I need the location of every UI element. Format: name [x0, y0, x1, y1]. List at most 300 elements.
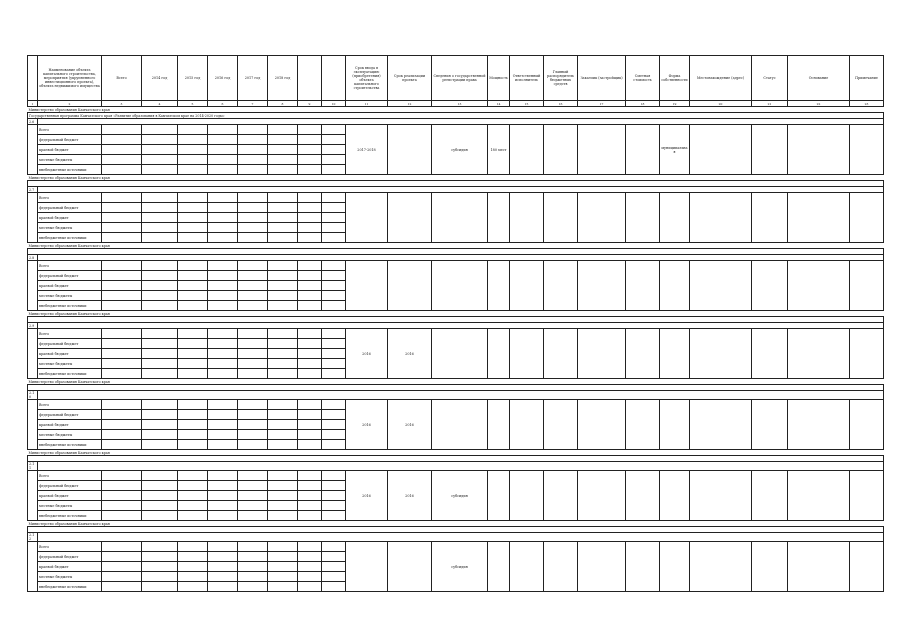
- amount-empty: [238, 271, 268, 281]
- estimate-cost: [626, 471, 660, 521]
- amount-total: [102, 135, 142, 145]
- header-year-2014: 2014 год: [142, 56, 178, 101]
- column-number: 19: [660, 101, 690, 107]
- amount-empty: [238, 562, 268, 572]
- amount-2014: [142, 491, 178, 501]
- amount-2014: [142, 125, 178, 135]
- location: [690, 471, 752, 521]
- amount-total: [102, 271, 142, 281]
- customer: [578, 400, 626, 450]
- amount-empty: [268, 339, 298, 349]
- realization-term: [388, 542, 432, 592]
- amount-total: [102, 562, 142, 572]
- amount-empty: [298, 400, 322, 410]
- amount-empty: [298, 471, 322, 481]
- registration-info: [432, 261, 488, 311]
- amount-empty: [178, 349, 208, 359]
- amount-empty: [268, 542, 298, 552]
- amount-empty: [298, 203, 322, 213]
- amount-empty: [178, 291, 208, 301]
- funding-row: [28, 471, 884, 481]
- amount-empty: [268, 430, 298, 440]
- amount-empty: [208, 203, 238, 213]
- basis: [788, 193, 850, 243]
- amount-empty: [322, 203, 346, 213]
- amount-empty: [298, 281, 322, 291]
- amount-2014: [142, 481, 178, 491]
- amount-empty: [298, 271, 322, 281]
- amount-total: [102, 491, 142, 501]
- funding-source-label: Всего: [38, 329, 102, 339]
- amount-total: [102, 440, 142, 450]
- amount-empty: [208, 562, 238, 572]
- amount-empty: [322, 213, 346, 223]
- amount-empty: [268, 281, 298, 291]
- header-estimate: Сметная стоимость: [626, 56, 660, 101]
- amount-empty: [322, 291, 346, 301]
- column-number: 20: [690, 101, 752, 107]
- row-spacer: [28, 125, 38, 175]
- amount-empty: [268, 369, 298, 379]
- amount-empty: [238, 511, 268, 521]
- section-program: Государственная программа Камчатского края «Развитие образования в Камчатском крае на 2014-2020 годы»: [28, 113, 884, 119]
- registration-info: [432, 329, 488, 379]
- commission-term: [346, 261, 388, 311]
- amount-total: [102, 349, 142, 359]
- amount-empty: [238, 420, 268, 430]
- funding-source-label: внебюджетные источники: [38, 369, 102, 379]
- ownership: [660, 471, 690, 521]
- amount-2014: [142, 213, 178, 223]
- executor: [510, 193, 544, 243]
- amount-empty: [178, 339, 208, 349]
- column-number: 7: [238, 101, 268, 107]
- realization-term: 2016: [388, 471, 432, 521]
- header-year-2017: 2017 год: [238, 56, 268, 101]
- amount-empty: [322, 420, 346, 430]
- amount-total: [102, 193, 142, 203]
- basis: [788, 542, 850, 592]
- amount-total: [102, 125, 142, 135]
- amount-empty: [238, 359, 268, 369]
- amount-empty: [178, 301, 208, 311]
- amount-empty: [178, 420, 208, 430]
- funding-source-label: краевой бюджет: [38, 281, 102, 291]
- amount-empty: [178, 562, 208, 572]
- amount-empty: [322, 261, 346, 271]
- amount-empty: [298, 125, 322, 135]
- amount-empty: [298, 410, 322, 420]
- header-description: Наименование объекта капитального строительства, мероприятия (укрупненного инвестиционного проекта), объекта недвижимого имущества: [38, 56, 102, 101]
- amount-empty: [322, 440, 346, 450]
- amount-empty: [178, 193, 208, 203]
- amount-empty: [238, 145, 268, 155]
- object-title-row: [28, 533, 884, 542]
- amount-empty: [298, 552, 322, 562]
- header-year-2015: 2015 год: [178, 56, 208, 101]
- column-number: 17: [578, 101, 626, 107]
- amount-total: [102, 430, 142, 440]
- amount-2014: [142, 542, 178, 552]
- amount-empty: [238, 301, 268, 311]
- amount-total: [102, 261, 142, 271]
- amount-empty: [322, 400, 346, 410]
- amount-empty: [268, 329, 298, 339]
- amount-empty: [298, 481, 322, 491]
- amount-empty: [178, 501, 208, 511]
- table-header-row: [28, 56, 884, 101]
- amount-empty: [322, 281, 346, 291]
- amount-2014: [142, 233, 178, 243]
- row-spacer: [28, 193, 38, 243]
- amount-empty: [322, 471, 346, 481]
- amount-total: [102, 359, 142, 369]
- amount-2014: [142, 145, 178, 155]
- amount-empty: [298, 135, 322, 145]
- object-index: 2.6: [28, 119, 38, 125]
- funding-source-label: местные бюджеты: [38, 155, 102, 165]
- amount-2014: [142, 261, 178, 271]
- funding-source-label: краевой бюджет: [38, 491, 102, 501]
- amount-empty: [298, 511, 322, 521]
- amount-2014: [142, 440, 178, 450]
- amount-empty: [178, 165, 208, 175]
- estimate-cost: [626, 261, 660, 311]
- amount-empty: [178, 491, 208, 501]
- amount-2014: [142, 271, 178, 281]
- amount-empty: [298, 572, 322, 582]
- amount-empty: [298, 349, 322, 359]
- row-spacer: [28, 471, 38, 521]
- amount-empty: [322, 155, 346, 165]
- row-spacer: [28, 329, 38, 379]
- realization-term: [388, 125, 432, 175]
- funding-row: [28, 542, 884, 552]
- column-number: 4: [142, 101, 178, 107]
- section-org: Министерство образования Камчатского края: [28, 311, 884, 317]
- amount-empty: [268, 291, 298, 301]
- amount-2014: [142, 329, 178, 339]
- amount-empty: [322, 193, 346, 203]
- column-number: 9: [298, 101, 322, 107]
- amount-empty: [178, 430, 208, 440]
- amount-2014: [142, 501, 178, 511]
- header-capacity: Мощность: [488, 56, 510, 101]
- column-number: 23: [850, 101, 884, 107]
- object-index: 2.8: [28, 255, 38, 261]
- section-org: Министерство образования Камчатского края: [28, 175, 884, 181]
- location: [690, 125, 752, 175]
- amount-empty: [208, 369, 238, 379]
- amount-empty: [208, 410, 238, 420]
- funding-source-label: внебюджетные источники: [38, 511, 102, 521]
- basis: [788, 400, 850, 450]
- commission-term: 2016: [346, 400, 388, 450]
- amount-2014: [142, 582, 178, 592]
- note: [850, 329, 884, 379]
- amount-empty: [238, 165, 268, 175]
- amount-empty: [178, 145, 208, 155]
- amount-total: [102, 501, 142, 511]
- amount-total: [102, 155, 142, 165]
- amount-2014: [142, 301, 178, 311]
- funding-source-label: краевой бюджет: [38, 213, 102, 223]
- amount-total: [102, 165, 142, 175]
- amount-empty: [178, 369, 208, 379]
- amount-2014: [142, 223, 178, 233]
- column-number: 13: [432, 101, 488, 107]
- ownership: [660, 329, 690, 379]
- ownership: [660, 400, 690, 450]
- amount-empty: [238, 400, 268, 410]
- amount-empty: [208, 471, 238, 481]
- amount-total: [102, 420, 142, 430]
- amount-total: [102, 572, 142, 582]
- basis: [788, 125, 850, 175]
- capacity: [488, 471, 510, 521]
- amount-empty: [238, 501, 268, 511]
- amount-total: [102, 203, 142, 213]
- amount-empty: [208, 542, 238, 552]
- amount-empty: [298, 329, 322, 339]
- amount-empty: [298, 501, 322, 511]
- object-title: [38, 533, 884, 542]
- funding-source-label: местные бюджеты: [38, 501, 102, 511]
- realization-term: [388, 193, 432, 243]
- amount-empty: [178, 281, 208, 291]
- amount-2014: [142, 349, 178, 359]
- amount-total: [102, 582, 142, 592]
- capacity: [488, 193, 510, 243]
- amount-empty: [238, 135, 268, 145]
- funding-source-label: федеральный бюджет: [38, 481, 102, 491]
- amount-empty: [238, 213, 268, 223]
- funding-source-label: местные бюджеты: [38, 430, 102, 440]
- amount-2014: [142, 165, 178, 175]
- amount-empty: [298, 339, 322, 349]
- header-year-2018: 2018 год: [268, 56, 298, 101]
- amount-empty: [268, 410, 298, 420]
- status: [752, 329, 788, 379]
- amount-empty: [178, 511, 208, 521]
- amount-empty: [268, 420, 298, 430]
- amount-empty: [208, 291, 238, 301]
- customer: [578, 193, 626, 243]
- amount-empty: [178, 582, 208, 592]
- amount-empty: [238, 193, 268, 203]
- status: [752, 400, 788, 450]
- amount-empty: [322, 233, 346, 243]
- amount-empty: [238, 329, 268, 339]
- amount-empty: [208, 281, 238, 291]
- amount-empty: [298, 440, 322, 450]
- amount-total: [102, 552, 142, 562]
- commission-term: 2016: [346, 471, 388, 521]
- amount-empty: [238, 233, 268, 243]
- funding-row: [28, 400, 884, 410]
- amount-empty: [178, 203, 208, 213]
- status: [752, 125, 788, 175]
- amount-total: [102, 410, 142, 420]
- amount-total: [102, 339, 142, 349]
- amount-total: [102, 301, 142, 311]
- object-title-row: [28, 391, 884, 400]
- amount-empty: [208, 193, 238, 203]
- funding-source-label: федеральный бюджет: [38, 203, 102, 213]
- ownership: [660, 261, 690, 311]
- header-empty-9: [298, 56, 322, 101]
- amount-empty: [322, 552, 346, 562]
- funding-source-label: Всего: [38, 400, 102, 410]
- amount-empty: [178, 572, 208, 582]
- realization-term: 2016: [388, 329, 432, 379]
- amount-empty: [208, 552, 238, 562]
- header-basis: Основание: [788, 56, 850, 101]
- amount-empty: [322, 542, 346, 552]
- capacity: [488, 261, 510, 311]
- amount-empty: [238, 410, 268, 420]
- ownership: [660, 542, 690, 592]
- object-index: 2.10: [28, 391, 38, 400]
- status: [752, 542, 788, 592]
- header-customer: Заказчик (застройщик): [578, 56, 626, 101]
- object-index: 2.11: [28, 462, 38, 471]
- amount-empty: [208, 155, 238, 165]
- amount-empty: [238, 542, 268, 552]
- realization-term: [388, 261, 432, 311]
- funding-source-label: местные бюджеты: [38, 291, 102, 301]
- amount-empty: [268, 193, 298, 203]
- amount-empty: [322, 271, 346, 281]
- amount-empty: [298, 430, 322, 440]
- amount-empty: [298, 291, 322, 301]
- amount-empty: [208, 261, 238, 271]
- funding-row: [28, 261, 884, 271]
- funding-row: [28, 125, 884, 135]
- amount-empty: [268, 165, 298, 175]
- column-number: 14: [488, 101, 510, 107]
- amount-empty: [322, 369, 346, 379]
- status: [752, 261, 788, 311]
- capacity: 180 мест: [488, 125, 510, 175]
- amount-empty: [178, 213, 208, 223]
- amount-empty: [178, 125, 208, 135]
- amount-empty: [268, 223, 298, 233]
- amount-empty: [268, 359, 298, 369]
- amount-2014: [142, 281, 178, 291]
- status: [752, 193, 788, 243]
- amount-empty: [268, 400, 298, 410]
- amount-empty: [322, 339, 346, 349]
- funding-source-label: внебюджетные источники: [38, 582, 102, 592]
- amount-empty: [268, 125, 298, 135]
- amount-empty: [298, 165, 322, 175]
- header-status: Статус: [752, 56, 788, 101]
- object-title-row: [28, 462, 884, 471]
- amount-empty: [268, 582, 298, 592]
- amount-empty: [208, 400, 238, 410]
- amount-empty: [268, 501, 298, 511]
- registration-info: [432, 400, 488, 450]
- amount-empty: [268, 511, 298, 521]
- registration-info: [432, 193, 488, 243]
- column-number: 1: [28, 101, 38, 107]
- commission-term: 2016: [346, 329, 388, 379]
- amount-empty: [322, 410, 346, 420]
- commission-term: [346, 193, 388, 243]
- amount-empty: [238, 552, 268, 562]
- funding-source-label: внебюджетные источники: [38, 165, 102, 175]
- ownership: [660, 193, 690, 243]
- amount-total: [102, 511, 142, 521]
- estimate-cost: [626, 125, 660, 175]
- amount-empty: [298, 193, 322, 203]
- amount-empty: [208, 430, 238, 440]
- customer: [578, 542, 626, 592]
- budget-holder: [544, 542, 578, 592]
- amount-empty: [268, 481, 298, 491]
- amount-empty: [268, 491, 298, 501]
- amount-total: [102, 281, 142, 291]
- amount-2014: [142, 430, 178, 440]
- header-commission-term: Срок ввода в эксплуатацию (приобретения) объекта капитального строительства: [346, 56, 388, 101]
- amount-empty: [238, 471, 268, 481]
- funding-source-label: внебюджетные источники: [38, 440, 102, 450]
- amount-2014: [142, 552, 178, 562]
- amount-empty: [268, 155, 298, 165]
- amount-empty: [322, 301, 346, 311]
- executor: [510, 542, 544, 592]
- amount-2014: [142, 203, 178, 213]
- funding-source-label: местные бюджеты: [38, 572, 102, 582]
- amount-empty: [322, 562, 346, 572]
- amount-empty: [208, 135, 238, 145]
- amount-2014: [142, 291, 178, 301]
- amount-empty: [178, 410, 208, 420]
- funding-source-label: внебюджетные источники: [38, 301, 102, 311]
- amount-empty: [322, 329, 346, 339]
- amount-2014: [142, 155, 178, 165]
- commission-term: [346, 542, 388, 592]
- amount-empty: [208, 165, 238, 175]
- header-location: Местонахождение (адрес): [690, 56, 752, 101]
- amount-empty: [322, 223, 346, 233]
- header-executor: Ответственный исполнитель: [510, 56, 544, 101]
- amount-empty: [268, 145, 298, 155]
- location: [690, 400, 752, 450]
- section-org: Министерство образования Камчатского края: [28, 521, 884, 527]
- funding-source-label: Всего: [38, 125, 102, 135]
- column-number: 22: [788, 101, 850, 107]
- document-page: [27, 55, 883, 592]
- amount-empty: [298, 420, 322, 430]
- amount-empty: [208, 233, 238, 243]
- amount-empty: [268, 135, 298, 145]
- amount-empty: [238, 369, 268, 379]
- section-org: Министерство образования Камчатского края: [28, 450, 884, 456]
- amount-empty: [178, 223, 208, 233]
- amount-empty: [238, 349, 268, 359]
- note: [850, 125, 884, 175]
- amount-empty: [268, 233, 298, 243]
- funding-source-label: краевой бюджет: [38, 145, 102, 155]
- amount-total: [102, 329, 142, 339]
- column-number: 16: [544, 101, 578, 107]
- amount-empty: [238, 572, 268, 582]
- amount-empty: [268, 552, 298, 562]
- note: [850, 193, 884, 243]
- amount-empty: [208, 223, 238, 233]
